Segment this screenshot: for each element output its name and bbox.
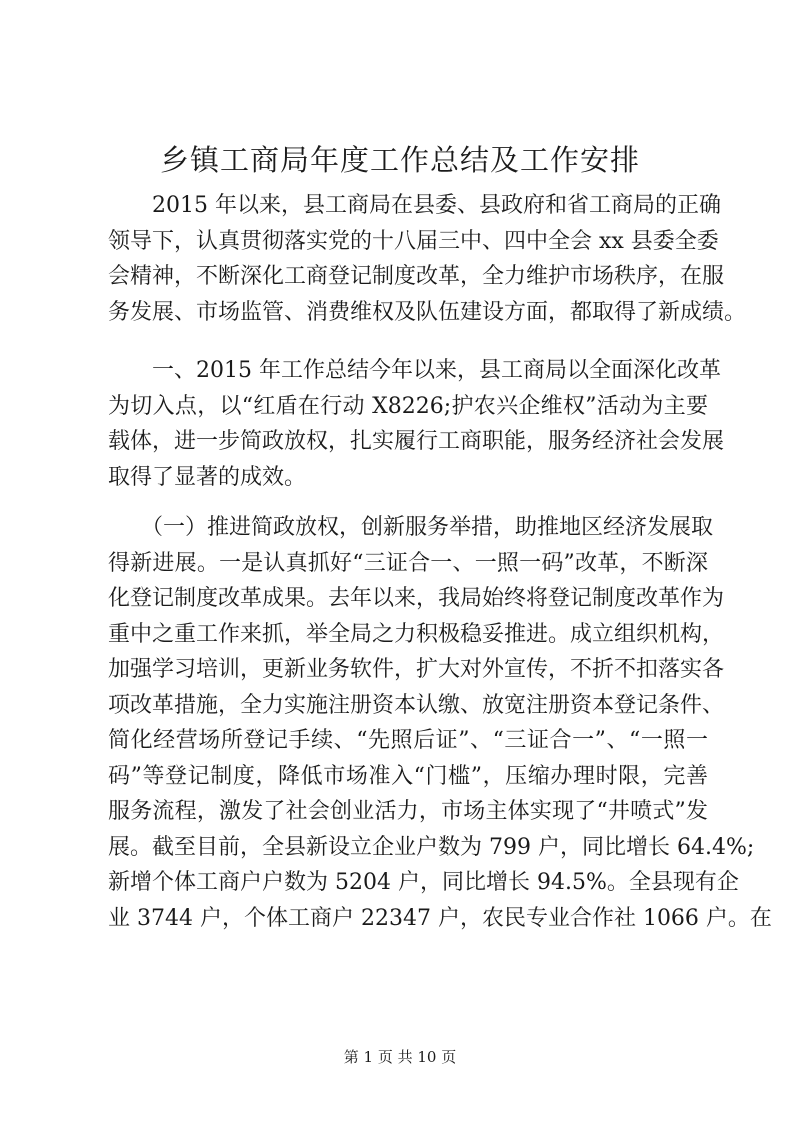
document-title: 乡镇工商局年度工作总结及工作安排 [159, 143, 640, 177]
paragraph-intro [108, 188, 747, 330]
text-line: 一、2015 年工作总结今年以来，县工商局以全面深化改革 [108, 358, 721, 383]
text-line: 简化经营场所登记手续、“先照后证”、“三证合一”、“一照一 [108, 728, 708, 753]
paragraph-summary [108, 353, 725, 495]
text-line: 取得了显著的成效。 [108, 464, 307, 490]
text-line: 化登记制度改革成果。去年以来，我局始终将登记制度改革作为 [108, 586, 725, 611]
text-line: （一）推进简政放权，创新服务举措，助推地区经济发展取 [108, 515, 714, 540]
page-footer: 第 1 页 共 10 页 [343, 1048, 457, 1066]
text-line: 领导下，认真贯彻落实党的十八届三中、四中全会 xx 县委全委 [108, 228, 719, 254]
text-line: 展。截至目前，全县新设立企业户数为 799 户，同比增长 64.4%; [108, 834, 755, 860]
text-line: 项改革措施，全力实施注册资本认缴、放宽注册资本登记条件、 [108, 692, 725, 718]
text-line: 为切入点，以“红盾在行动 X8226;护农兴企维权”活动为主要 [108, 393, 708, 419]
paragraph-section-one [108, 510, 772, 936]
text-line: 新增个体工商户户数为 5204 户，同比增长 94.5%。全县现有企 [108, 870, 739, 895]
text-line: 会精神，不断深化工商登记制度改革，全力维护市场秩序，在服 [108, 264, 725, 289]
text-line: 载体，进一步简政放权，扎实履行工商职能，服务经济社会发展 [108, 429, 725, 454]
text-line: 2015 年以来，县工商局在县委、县政府和省工商局的正确 [108, 193, 721, 218]
text-line: 业 3744 户，个体工商户 22347 户，农民专业合作社 1066 户。在 [108, 905, 772, 931]
text-line: 重中之重工作来抓，举全局之力积极稳妥推进。成立组织机构， [108, 621, 725, 647]
text-line: 服务流程，激发了社会创业活力，市场主体实现了“井喷式”发 [108, 799, 708, 824]
text-line: 码”等登记制度，降低市场准入“门槛”，压缩办理时限，完善 [108, 763, 708, 789]
text-line: 加强学习培训，更新业务软件，扩大对外宣传，不折不扣落实各 [108, 657, 725, 682]
text-line: 得新进展。一是认真抓好“三证合一、一照一码”改革，不断深 [108, 550, 708, 576]
text-line: 务发展、市场监管、消费维权及队伍建设方面，都取得了新成绩。 [108, 299, 747, 325]
